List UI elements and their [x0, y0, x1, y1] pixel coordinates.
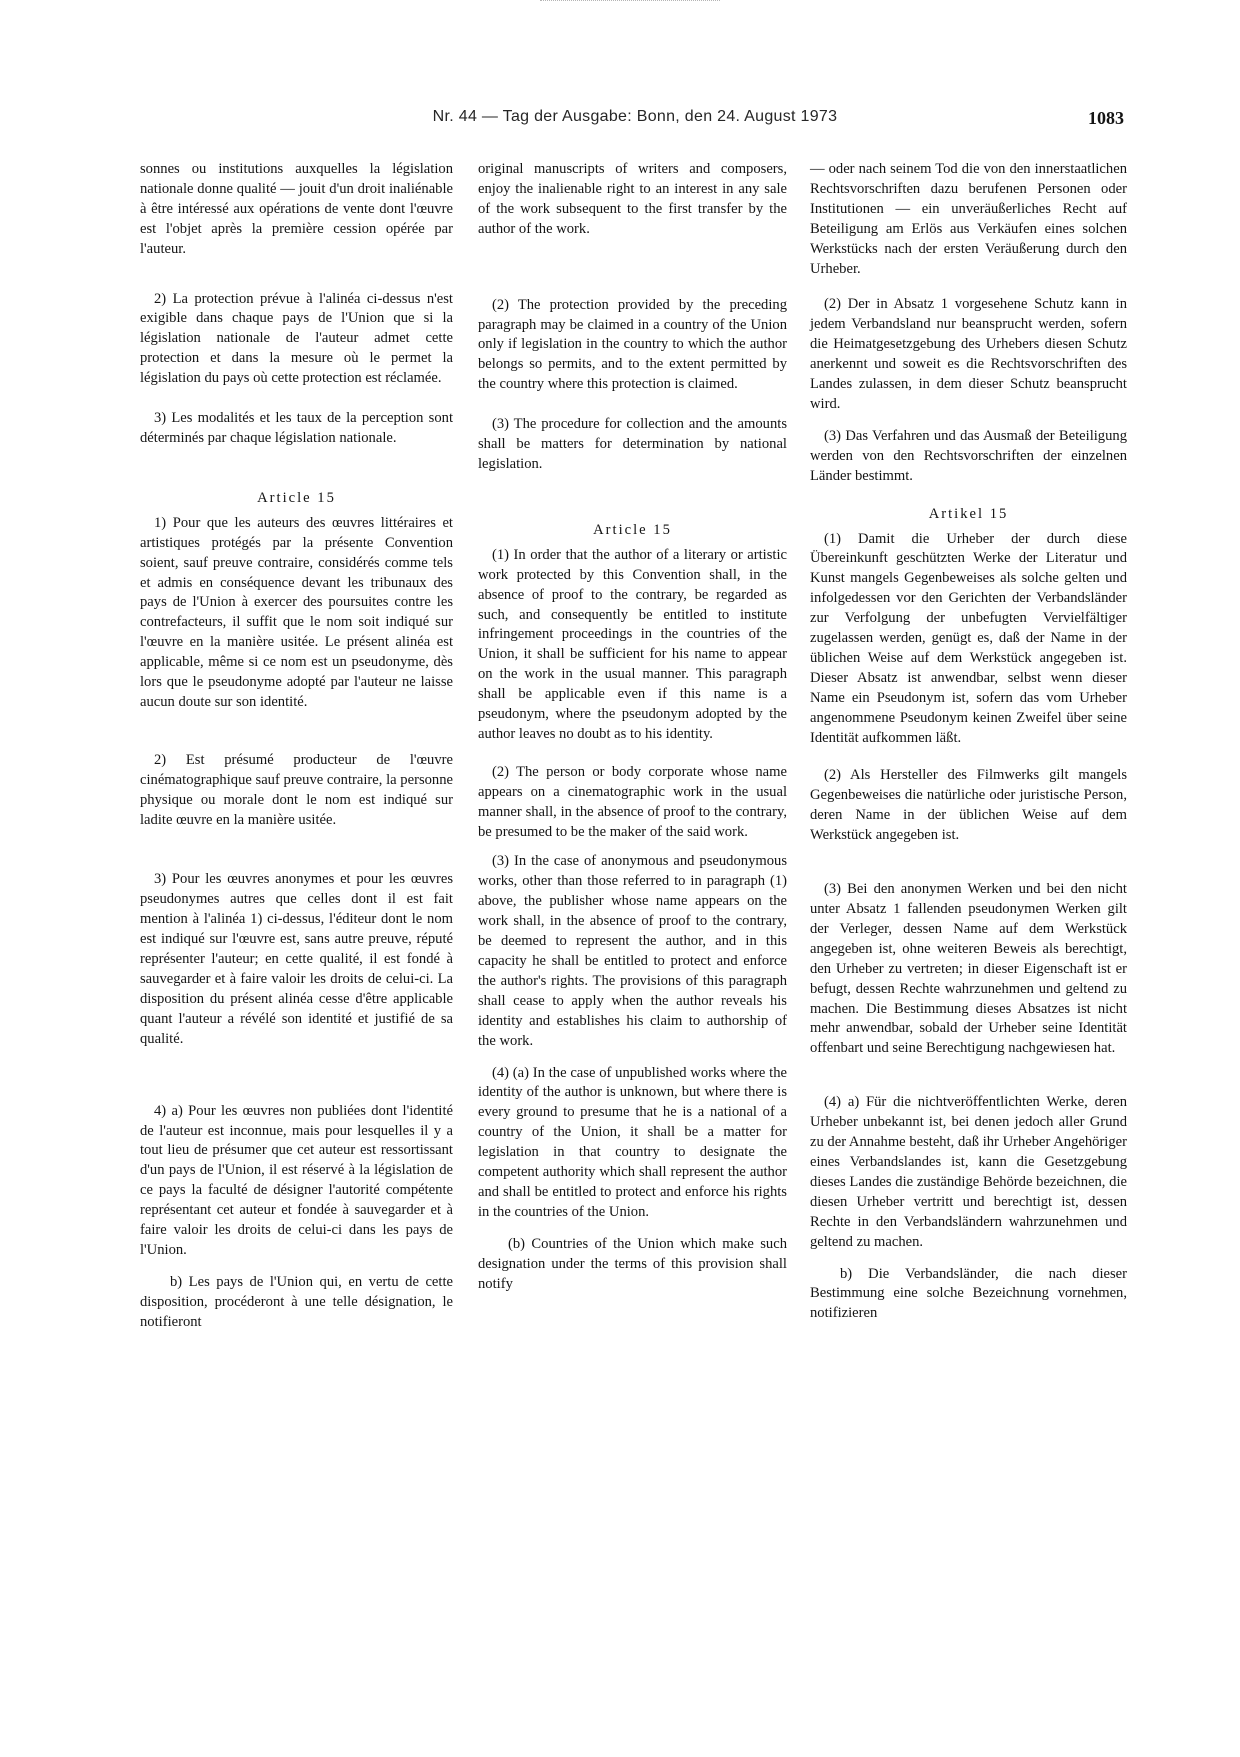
page-header: [140, 108, 1130, 132]
french-article-15-1: 1) Pour que les auteurs des œuvres littéraires et artistiques protégés par la présente Convention soient, sauf preuve contraire, considérés comme tels et admis en conséquence devant les tribunaux des pays de l'Union à exercer des poursuites contre les contrefacteurs, il suffit que le nom soit indiqué sur l'œuvre en la manière usitée. Le présent alinéa est applicable, même si ce nom est un pseudonyme, dès lors que le pseudonyme adopté par l'auteur ne laisse aucun doute sur son identité.: [140, 514, 453, 710]
english-article-15-1: (1) In order that the author of a literary or artistic work protected by this Convention shall, in the absence of proof to the contrary, be regarded as such, and consequently be entitled to institute infringement proceedings in the countries of the Union, it shall be sufficient for his name to appear on the work in the usual manner. This paragraph shall be applicable even if this name is a pseudonym, where the pseudonym adopted by the author leaves no doubt as to his identity.: [478, 546, 787, 742]
column-german: [810, 160, 1127, 1324]
column-french: [140, 160, 453, 1333]
page-number: 1083: [1088, 108, 1124, 128]
french-article-15-3: 3) Pour les œuvres anonymes et pour les œuvres pseudonymes autres que celles dont il est fait mention à l'alinéa 1) ci-dessus, l'éditeur dont le nom est indiqué sur l'œuvre est, sans autre preuve, réputé représenter l'auteur; en cette qualité, il est fondé à sauvegarder et à faire valoir les droits de celui-ci. La disposition du présent alinéa cesse d'être applicable quant l'auteur a révélé son identité et justifié de sa qualité.: [140, 871, 453, 1047]
german-article-15-4a: (4) a) Für die nichtveröffentlichten Werke, deren Urheber unbekannt ist, bei denen jedoch aller Grund zu der Annahme besteht, daß ihr Urheber Angehöriger eines Verbandslandes ist, kann die Gesetzgebung dieses Landes die zuständige Behörde bezeichnen, die diesen Urheber vertritt und berechtigt ist, dessen Rechte in den Verbandsländern wahrzunehmen und geltend zu machen.: [810, 1094, 1127, 1250]
french-article-15-4b: b) Les pays de l'Union qui, en vertu de cette disposition, procéderont à une telle désignation, le notifieront: [140, 1273, 453, 1330]
english-paragraph-2: (2) The protection provided by the preceding paragraph may be claimed in a country of the Union only if legislation in the country to which the author belongs so permits, and to the extent permitted by the country where this protection is claimed.: [478, 296, 787, 393]
german-article-15-1: (1) Damit die Urheber der durch diese Übereinkunft geschützten Werke der Literatur und Kunst mangels Gegenbeweises als solche gelten und infolgedessen vor den Gerichten der Verbandsländer zur Verfolgung der unbefugten Vervielfältiger zugelassen werden, genügt es, daß der Name in der üblichen Weise auf dem Werkstück angegeben ist. Dieser Absatz ist anwendbar, selbst wenn dieser Name ein Pseudonym ist, sofern das vom Urheber angenommene Pseudonym keinen Zweifel über seine Identität aufkommen läßt.: [810, 530, 1127, 746]
german-article-15-4b: b) Die Verbandsländer, die nach dieser Bestimmung eine solche Bezeichnung vornehmen, notifizieren: [810, 1265, 1127, 1322]
french-paragraph-2: 2) La protection prévue à l'alinéa ci-dessus n'est exigible dans chaque pays de l'Union que si la législation nationale de l'auteur admet cette protection et dans la mesure où le permet la législation du pays où cette protection est réclamée.: [140, 290, 453, 387]
english-intro-paragraph: original manuscripts of writers and composers, enjoy the inalienable right to an interest in any sale of the work subsequent to the first transfer by the author of the work.: [478, 161, 787, 237]
header-text: Nr. 44 — Tag der Ausgabe: Bonn, den 24. August 1973: [432, 108, 838, 125]
scan-artifact: [540, 0, 720, 7]
english-article-title: Article 15: [593, 521, 672, 538]
french-article-15-2: 2) Est présumé producteur de l'œuvre cinématographique sauf preuve contraire, la personne physique ou morale dont le nom est indiqué sur ladite œuvre en la manière usitée.: [140, 751, 453, 828]
english-article-15-4a: (4) (a) In the case of unpublished works where the identity of the author is unknown, but where there is every ground to presume that he is a national of a country of the Union, it shall be a matter for legislation in that country to designate the competent authority which shall represent the author and shall be entitled to protect and enforce his rights in the countries of the Union.: [478, 1064, 787, 1220]
german-intro-paragraph: — oder nach seinem Tod die von den innerstaatlichen Rechtsvorschriften dazu berufenen Personen oder Institutionen — ein unveräußerliches Recht auf Beteiligung am Erlös aus Verkäufen eines solchen Werkstücks nach der ersten Veräußerung durch den Urheber.: [810, 161, 1127, 277]
french-paragraph-3: 3) Les modalités et les taux de la perception sont déterminés par chaque législation nationale.: [140, 410, 453, 446]
german-paragraph-2: (2) Der in Absatz 1 vorgesehene Schutz kann in jedem Verbandsland nur beansprucht werden, sofern die Heimatgesetzgebung des Urhebers diesen Schutz anerkennt und soweit es die Rechtsvorschriften des Landes zulassen, in dem dieser Schutz beansprucht wird.: [810, 296, 1127, 412]
french-intro-paragraph: sonnes ou institutions auxquelles la législation nationale donne qualité — jouit d'un droit inaliénable à être intéressé aux opérations de vente dont l'œuvre est l'objet après la première cession opérée par l'auteur.: [140, 161, 453, 257]
english-article-15-4b: (b) Countries of the Union which make such designation under the terms of this provision shall notify: [478, 1235, 787, 1292]
german-article-title: Artikel 15: [928, 505, 1009, 522]
german-article-15-3: (3) Bei den anonymen Werken und bei den nicht unter Absatz 1 fallenden pseudonymen Werken gilt der Verleger, dessen Name auf dem Werkstück angegeben ist, ohne weiteren Beweis als berechtigt, den Urheber zu vertreten; in dieser Eigenschaft ist er befugt, dessen Rechte wahrzunehmen und geltend zu machen. Die Bestimmung dieses Absatzes ist nicht mehr anwendbar, sobald der Urheber seine Identität offenbart und seine Berechtigung nachgewiesen hat.: [810, 881, 1127, 1057]
french-article-15-4a: 4) a) Pour les œuvres non publiées dont l'identité de l'auteur est inconnue, mais pour lesquelles il y a tout lieu de présumer que cet auteur est ressortissant d'un pays de l'Union, il est réservé à la législation de ce pays la faculté de désigner l'autorité compétente représentant cet auteur et fondée à sauvegarder et à faire valoir les droits de celui-ci dans les pays de l'Union.: [140, 1102, 453, 1258]
english-article-15-3: (3) In the case of anonymous and pseudonymous works, other than those referred to in paragraph (1) above, the publisher whose name appears on the work shall, in the absence of proof to the contrary, be deemed to represent the author, and in this capacity he shall be entitled to protect and enforce the author's rights. The provisions of this paragraph shall cease to apply when the author reveals his identity and establishes his claim to authorship of the work.: [478, 853, 787, 1049]
english-paragraph-3: (3) The procedure for collection and the amounts shall be matters for determination by national legislation.: [478, 416, 787, 472]
column-english: [478, 160, 787, 1295]
german-paragraph-3: (3) Das Verfahren und das Ausmaß der Beteiligung werden von den Rechtsvorschriften der einzelnen Länder bestimmt.: [810, 427, 1127, 484]
french-article-title: Article 15: [257, 489, 336, 506]
german-article-15-2: (2) Als Hersteller des Filmwerks gilt mangels Gegenbeweises die natürliche oder juristische Person, deren Name in der üblichen Weise auf dem Werkstück angegeben ist.: [810, 767, 1127, 844]
english-article-15-2: (2) The person or body corporate whose name appears on a cinematographic work in the usual manner shall, in the absence of proof to the contrary, be presumed to be the maker of the said work.: [478, 763, 787, 840]
